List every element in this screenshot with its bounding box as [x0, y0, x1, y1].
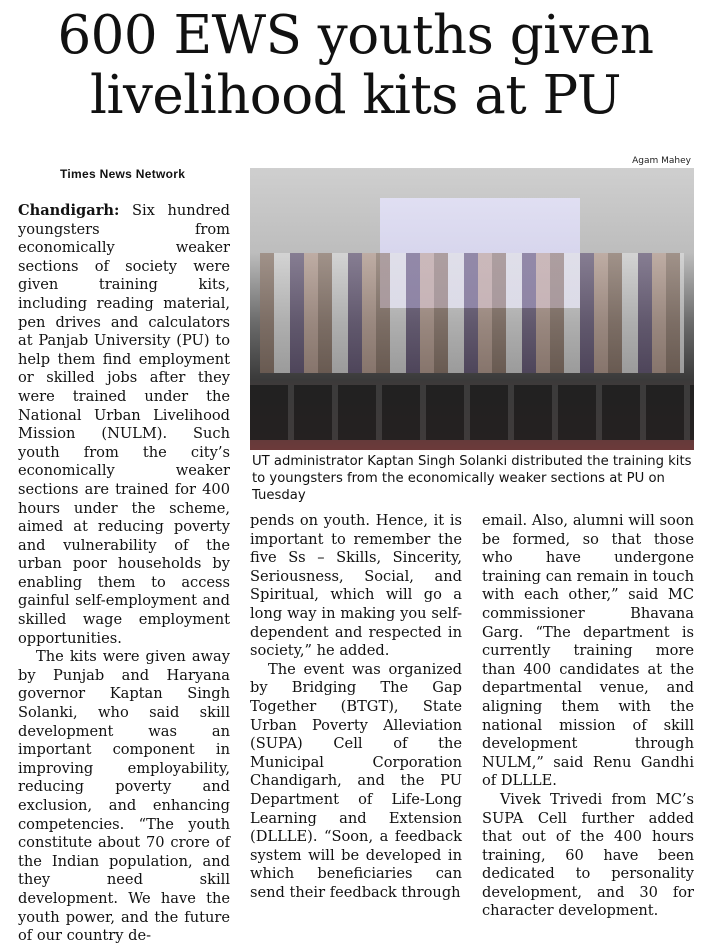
headline-line-2: livelihood kits at PU	[90, 65, 621, 126]
article-column-1	[18, 202, 230, 946]
article-column-2	[250, 512, 462, 902]
headline	[0, 6, 711, 126]
article-paragraph-3-continued: email. Also, alumni will soon be formed, so that those who have undergone training can remain in touch with each other,” said MC commissioner Bhavana Garg. “The department is currently training more than 400 candidates at the departmental venue, and aligning them with the national mission of skill development through NULM,” said Renu Gandhi of DLLLE.	[482, 512, 694, 790]
article-column-3	[482, 512, 694, 921]
article-paragraph-1-text: Six hundred youngsters from economically weaker sections of society were given training kits, including reading material, pen drives and calculators at Panjab University (PU) to help them find employment or skilled jobs after they were trained under the National Urban Livelihood Mission (NULM). Such youth from the city’s economically weaker sections are trained for 400 hours under the scheme, aimed at reducing poverty and vulnerability of the urban poor households by enabling them to access gainful self-employment and skilled wage employment opportunities.	[18, 202, 230, 647]
dateline: Chandigarh:	[18, 202, 120, 219]
article-paragraph-1	[18, 202, 230, 648]
headline-line-1: 600 EWS youths given	[57, 5, 654, 66]
article-paragraph-4: Vivek Trivedi from MC’s SUPA Cell further added that out of the 400 hours training, 60 have been dedicated to personality development, and 30 for character development.	[482, 790, 694, 920]
group-of-people	[260, 253, 684, 373]
byline: Times News Network	[60, 167, 186, 181]
photo-caption: UT administrator Kaptan Singh Solanki distributed the training kits to youngsters from the economically weaker sections at PU on Tuesday	[252, 454, 692, 503]
article-paragraph-2-continued: pends on youth. Hence, it is important to remember the five Ss – Skills, Sincerity, Seriousness, Social, and Spiritual, which will go a long way in making you self-dependent and respected in society,” he added.	[250, 512, 462, 660]
news-photo	[250, 168, 694, 450]
training-kit-bags	[250, 385, 694, 440]
photo-credit: Agam Mahey	[632, 156, 691, 166]
article-paragraph-2: The kits were given away by Punjab and Haryana governor Kaptan Singh Solanki, who said skill development was an important component in improving employability, reducing poverty and exclusion, and enhancing competencies. “The youth constitute about 70 crore of the Indian population, and they need skill development. We have the youth power, and the future of our country de-	[18, 648, 230, 945]
article-paragraph-3: The event was organized by Bridging The Gap Together (BTGT), State Urban Poverty Alleviation (SUPA) Cell of the Municipal Corporation Chandigarh, and the PU Department of Life-Long Learning and Extension (DLLLE). “Soon, a feedback system will be developed in which beneficiaries can send their feedback through	[250, 660, 462, 901]
